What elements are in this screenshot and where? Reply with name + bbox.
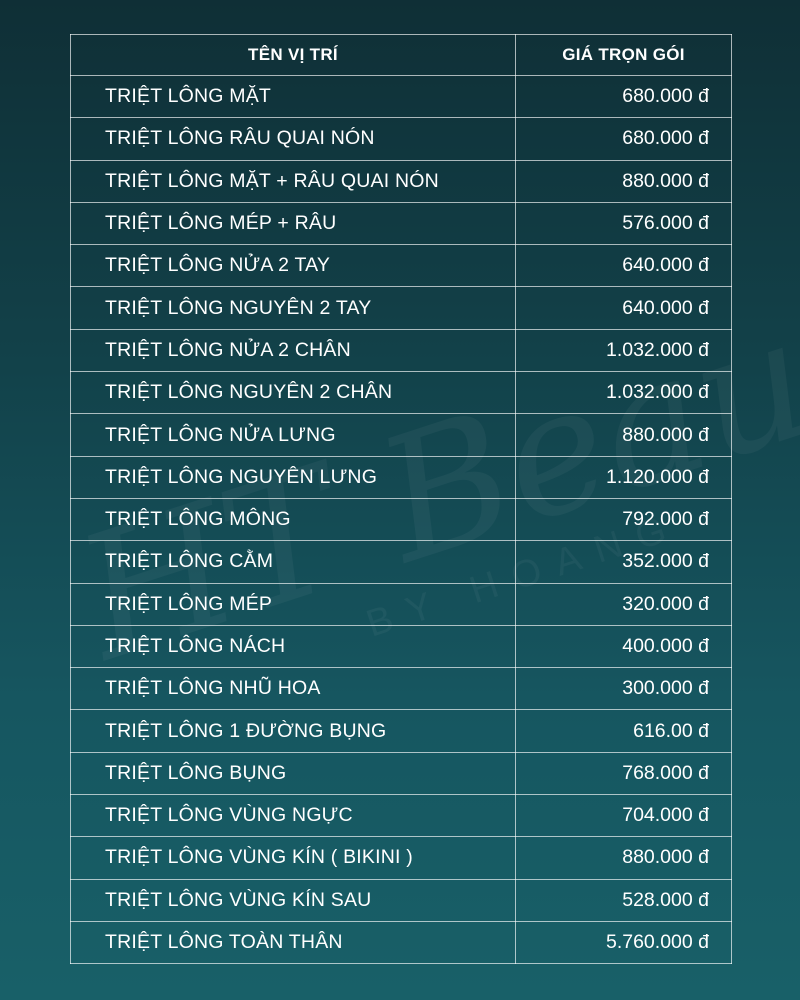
service-name: TRIỆT LÔNG MẶT + RÂU QUAI NÓN [71, 160, 516, 202]
service-name: TRIỆT LÔNG CẰM [71, 541, 516, 583]
table-row [71, 245, 732, 287]
service-name: TRIỆT LÔNG NỬA LƯNG [71, 414, 516, 456]
table-row [71, 329, 732, 371]
service-price: 1.120.000 đ [516, 456, 732, 498]
service-price: 1.032.000 đ [516, 329, 732, 371]
table-row [71, 160, 732, 202]
service-price: 640.000 đ [516, 287, 732, 329]
price-table [70, 34, 732, 964]
service-price: 880.000 đ [516, 160, 732, 202]
service-name: TRIỆT LÔNG NÁCH [71, 625, 516, 667]
table-row [71, 287, 732, 329]
service-name: TRIỆT LÔNG TOÀN THÂN [71, 921, 516, 963]
service-price: 576.000 đ [516, 202, 732, 244]
table-row [71, 625, 732, 667]
service-name: TRIỆT LÔNG VÙNG KÍN ( BIKINI ) [71, 837, 516, 879]
service-price: 528.000 đ [516, 879, 732, 921]
service-name: TRIỆT LÔNG NỬA 2 TAY [71, 245, 516, 287]
service-price: 880.000 đ [516, 414, 732, 456]
table-row [71, 541, 732, 583]
service-price: 768.000 đ [516, 752, 732, 794]
table-row [71, 118, 732, 160]
service-name: TRIỆT LÔNG 1 ĐƯỜNG BỤNG [71, 710, 516, 752]
table-row [71, 921, 732, 963]
service-price: 400.000 đ [516, 625, 732, 667]
service-price: 616.00 đ [516, 710, 732, 752]
service-name: TRIỆT LÔNG NHŨ HOA [71, 668, 516, 710]
service-name: TRIỆT LÔNG VÙNG KÍN SAU [71, 879, 516, 921]
table-row [71, 837, 732, 879]
service-price: 300.000 đ [516, 668, 732, 710]
service-name: TRIỆT LÔNG VÙNG NGỰC [71, 795, 516, 837]
service-name: TRIỆT LÔNG MÔNG [71, 498, 516, 540]
service-name: TRIỆT LÔNG NGUYÊN 2 CHÂN [71, 372, 516, 414]
header-row [71, 35, 732, 76]
table-row [71, 414, 732, 456]
service-price: 320.000 đ [516, 583, 732, 625]
service-name: TRIỆT LÔNG NGUYÊN 2 TAY [71, 287, 516, 329]
table-row [71, 372, 732, 414]
service-name: TRIỆT LÔNG MÉP [71, 583, 516, 625]
service-name: TRIỆT LÔNG NGUYÊN LƯNG [71, 456, 516, 498]
service-name: TRIỆT LÔNG RÂU QUAI NÓN [71, 118, 516, 160]
table-row [71, 202, 732, 244]
service-name: TRIỆT LÔNG BỤNG [71, 752, 516, 794]
service-price: 640.000 đ [516, 245, 732, 287]
service-price: 704.000 đ [516, 795, 732, 837]
service-price: 680.000 đ [516, 118, 732, 160]
table-row [71, 668, 732, 710]
service-price: 1.032.000 đ [516, 372, 732, 414]
table-row [71, 76, 732, 118]
table-header [71, 35, 732, 76]
header-price: GIÁ TRỌN GÓI [516, 35, 732, 76]
table-row [71, 456, 732, 498]
table-row [71, 583, 732, 625]
service-price: 792.000 đ [516, 498, 732, 540]
table-row [71, 879, 732, 921]
service-price: 5.760.000 đ [516, 921, 732, 963]
table-row [71, 498, 732, 540]
service-price: 680.000 đ [516, 76, 732, 118]
table-body [71, 76, 732, 964]
service-name: TRIỆT LÔNG MÉP + RÂU [71, 202, 516, 244]
service-name: TRIỆT LÔNG NỬA 2 CHÂN [71, 329, 516, 371]
service-price: 880.000 đ [516, 837, 732, 879]
header-name: TÊN VỊ TRÍ [71, 35, 516, 76]
table-row [71, 710, 732, 752]
table-row [71, 795, 732, 837]
service-name: TRIỆT LÔNG MẶT [71, 76, 516, 118]
service-price: 352.000 đ [516, 541, 732, 583]
table-row [71, 752, 732, 794]
